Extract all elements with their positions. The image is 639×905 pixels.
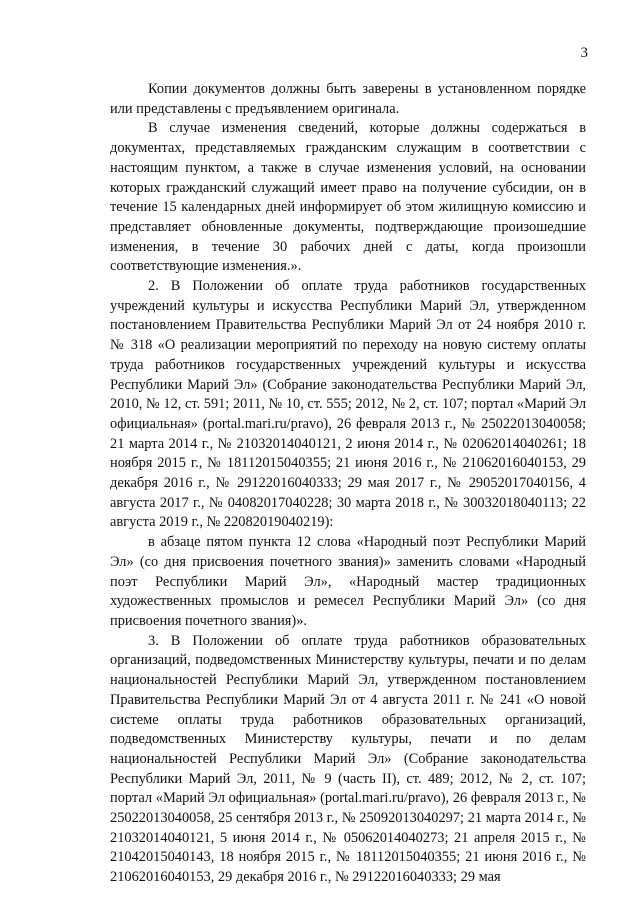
paragraph-item-3-educational-organizations: 3. В Положении об оплате труда работников образовательных организаций, подведомственных Министерству культуры, печати и по делам национальностей Республики Марий Эл, утвержденном постановлением Правительства Республики Марий Эл от 4 августа 2011 г. № 241 «О новой системе оплаты труда работников образовательных организаций, подведомственных Министерству культуры, печати и по делам национальностей Республики Марий Эл» (Собрание законодательства Республики Марий Эл, 2011, № 9 (часть II), ст. 489; 2012, № 2, ст. 107; портал «Марий Эл официальная» (portal.mari.ru/pravo), 26 февраля 2013 г., № 25022013040058, 25 сентября 2013 г., № 25092013040297; 21 марта 2014 г., № 21032014040121, 5 июня 2014 г., № 05062014040273; 21 апреля 2015 г., № 21042015040143, 18 ноября 2015 г., № 18112015040355; 21 июня 2016 г., № 21062016040153, 29 декабря 2016 г., № 29122016040333; 29 мая (110, 632, 586, 886)
paragraph-change-of-information: В случае изменения сведений, которые должны содержаться в документах, представляемых гражданским служащим в соответствии с настоящим пунктом, а также в случае изменения условий, на основании которых гражданский служащий имеет право на получение субсидии, он в течение 15 календарных дней информирует об этом жилищную комиссию и представляет обновленные документы, подтверждающие произошедшие изменения, в течение 30 рабочих дней с даты, когда произошли соответствующие изменения.». (110, 120, 586, 275)
paragraph-copies-certified: Копии документов должны быть заверены в установленном порядке или представлены с предъявлением оригинала. (110, 81, 586, 117)
paragraph-clause-12-amendment: в абзаце пятом пункта 12 слова «Народный поэт Республики Марий Эл» (со дня присвоения почетного звания)» заменить словами «Народный поэт Республики Марий Эл», «Народный мастер традиционных художественных промыслов и ремесел Республики Марий Эл» (со дня присвоения почетного звания)». (110, 534, 586, 629)
document-body (110, 80, 586, 888)
page-number: 3 (580, 45, 588, 61)
paragraph-item-2-culture-institutions: 2. В Положении об оплате труда работников государственных учреждений культуры и искусства Республики Марий Эл, утвержденном постановлением Правительства Республики Марий Эл от 24 ноября 2010 г. № 318 «О реализации мероприятий по переходу на новую систему оплаты труда работников государственных учреждений культуры и искусства Республики Марий Эл» (Собрание законодательства Республики Марий Эл, 2010, № 12, ст. 591; 2011, № 10, ст. 555; 2012, № 2, ст. 107; портал «Марий Эл официальная» (portal.mari.ru/pravo), 26 февраля 2013 г., № 25022013040058; 21 марта 2014 г., № 21032014040121, 2 июня 2014 г., № 02062014040261; 18 ноября 2015 г., № 18112015040355; 21 июня 2016 г., № 21062016040153, 29 декабря 2016 г., № 29122016040333; 29 мая 2017 г., № 29052017040156, 4 августа 2017 г., № 04082017040228; 30 марта 2018 г., № 30032018040113; 22 августа 2019 г., № 22082019040219): (110, 278, 586, 531)
